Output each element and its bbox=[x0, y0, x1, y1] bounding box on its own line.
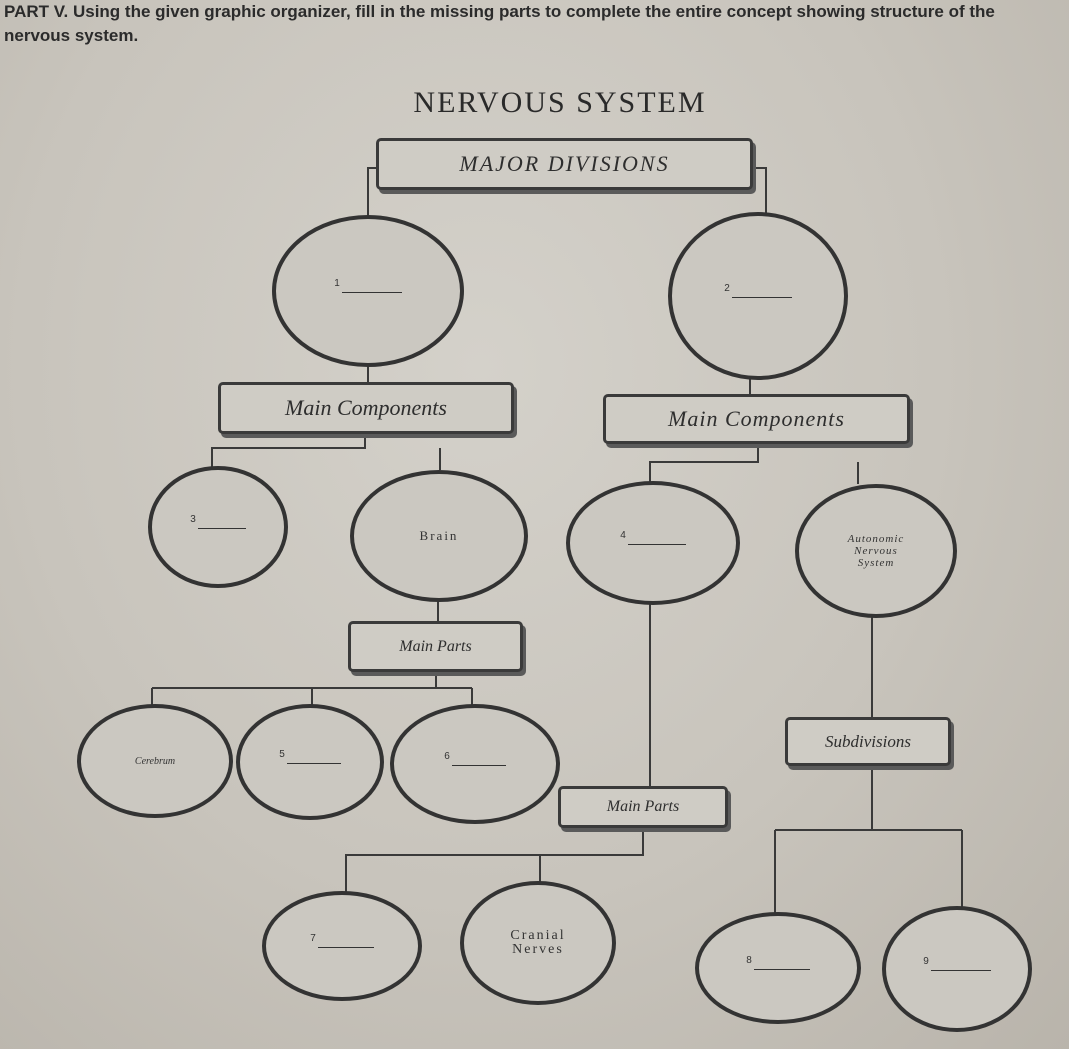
oval-blank-2[interactable] bbox=[668, 212, 848, 380]
oval-blank-8[interactable] bbox=[695, 912, 861, 1024]
blank-number-1: 1 bbox=[334, 277, 340, 289]
oval-blank-7[interactable] bbox=[262, 891, 422, 1001]
blank-line-3[interactable] bbox=[198, 526, 246, 529]
blank-number-6: 6 bbox=[444, 750, 450, 762]
blank-number-8: 8 bbox=[746, 954, 752, 966]
diagram-title: NERVOUS SYSTEM bbox=[413, 86, 707, 119]
subdivisions-box bbox=[785, 717, 951, 766]
main-components-box-left bbox=[218, 382, 514, 434]
oval-blank-6[interactable] bbox=[390, 704, 560, 824]
brain-label: Brain bbox=[419, 528, 459, 543]
oval-cerebrum bbox=[77, 704, 233, 818]
cerebrum-label: Cerebrum bbox=[134, 755, 176, 767]
blank-line-7[interactable] bbox=[318, 945, 374, 948]
subdivisions-label: Subdivisions bbox=[825, 731, 911, 751]
oval-blank-1[interactable] bbox=[272, 215, 464, 367]
blank-line-5[interactable] bbox=[287, 761, 341, 764]
blank-line-9[interactable] bbox=[931, 968, 991, 971]
blank-number-7: 7 bbox=[310, 932, 316, 944]
blank-line-1[interactable] bbox=[342, 290, 402, 293]
cranial-nerves-label: Cranial Nerves bbox=[510, 928, 566, 957]
instructions-text: PART V. Using the given graphic organizer, fill in the missing parts to complete the entire concept showing structure of the nervous system. bbox=[4, 2, 995, 45]
blank-number-4: 4 bbox=[620, 529, 626, 541]
oval-blank-9[interactable] bbox=[882, 906, 1032, 1032]
main-components-right-label: Main Components bbox=[668, 406, 845, 431]
blank-number-9: 9 bbox=[923, 955, 929, 967]
blank-number-5: 5 bbox=[279, 748, 285, 760]
main-parts-lower-label: Main Parts bbox=[606, 798, 680, 815]
blank-line-8[interactable] bbox=[754, 967, 810, 970]
major-divisions-label: MAJOR DIVISIONS bbox=[459, 151, 670, 176]
major-divisions-box bbox=[376, 138, 753, 190]
oval-brain bbox=[350, 470, 528, 602]
main-parts-brain-label: Main Parts bbox=[399, 637, 472, 655]
oval-blank-4[interactable] bbox=[566, 481, 740, 605]
blank-line-2[interactable] bbox=[732, 295, 792, 298]
oval-blank-3[interactable] bbox=[148, 466, 288, 588]
blank-number-3: 3 bbox=[190, 513, 196, 525]
autonomic-label: Autonomic Nervous System bbox=[847, 533, 905, 569]
main-parts-box-lower bbox=[558, 786, 728, 828]
oval-autonomic-nervous-system bbox=[795, 484, 957, 618]
blank-line-6[interactable] bbox=[452, 763, 506, 766]
main-components-box-right bbox=[603, 394, 910, 444]
blank-number-2: 2 bbox=[724, 282, 730, 294]
oval-blank-5[interactable] bbox=[236, 704, 384, 820]
main-parts-box-brain bbox=[348, 621, 523, 672]
main-components-left-label: Main Components bbox=[285, 395, 447, 420]
oval-cranial-nerves bbox=[460, 881, 616, 1005]
blank-line-4[interactable] bbox=[628, 542, 686, 545]
